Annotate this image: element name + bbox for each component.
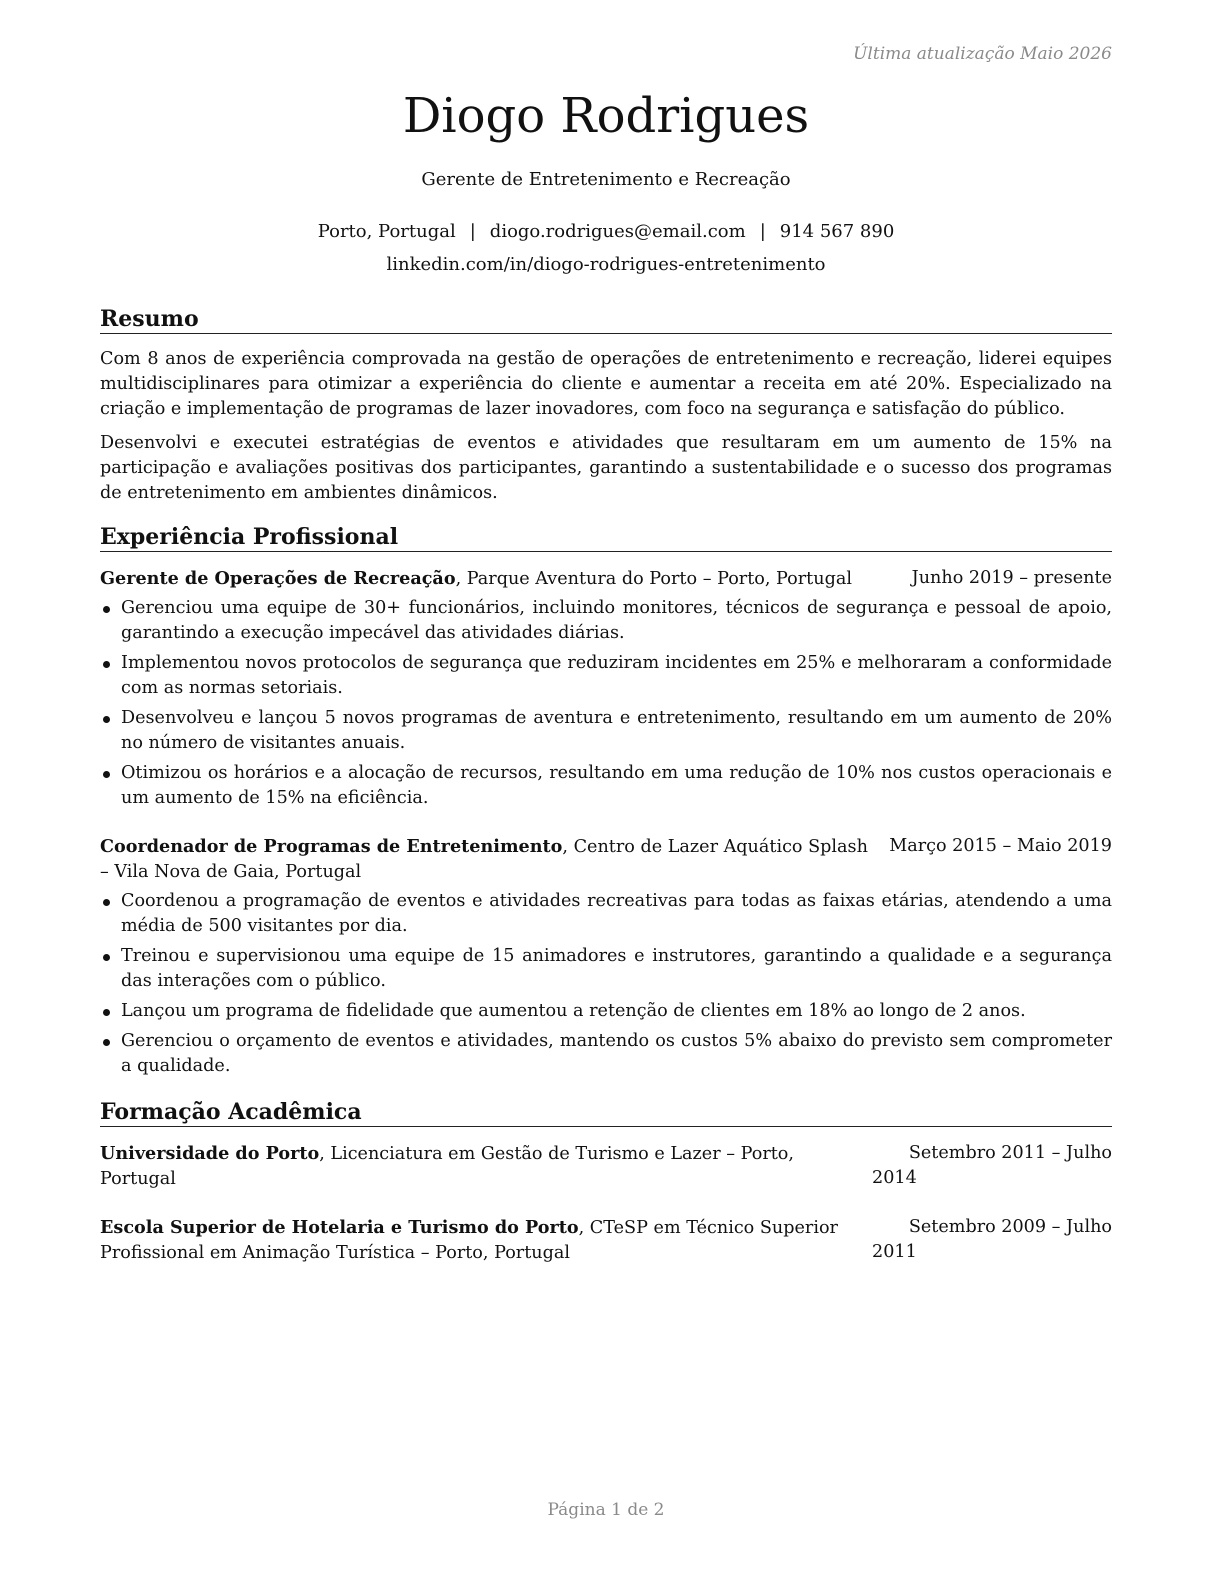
school-name: Universidade do Porto	[100, 1143, 320, 1164]
list-item: Coordenou a programação de eventos e atividades recreativas para todas as faixas etárias, atendendo a uma média de 500 visitantes por dia.	[100, 889, 1112, 939]
bullet-icon	[103, 716, 110, 723]
job-org: , Parque Aventura do Porto – Porto, Portugal	[455, 569, 852, 589]
summary-paragraph: Desenvolvi e executei estratégias de eventos e atividades que resultaram em um aumento de 15% na participação e avaliações positivas dos participantes, garantindo a sustentabilidade e o sucesso dos programas de entretenimento em ambientes dinâmicos.	[100, 433, 1112, 503]
email-link[interactable]: diogo.rodrigues@email.com	[489, 221, 746, 242]
degree: , Licenciatura em Gestão de Turismo e Lazer – Porto, Portugal	[100, 1144, 794, 1189]
job-role: Coordenador de Programas de Entretenimento	[100, 836, 563, 857]
bullet-icon	[103, 1039, 110, 1046]
contact-line	[100, 220, 1112, 244]
linkedin-link[interactable]: linkedin.com/in/diogo-rodrigues-entretenimento	[386, 254, 826, 275]
list-item: Lançou um programa de fidelidade que aumentou a retenção de clientes em 18% ao longo de 2 anos.	[100, 999, 1112, 1024]
location: Porto, Portugal	[317, 221, 456, 242]
job-role: Gerente de Operações de Recreação	[100, 568, 456, 589]
job-header	[100, 834, 1112, 885]
bullet-icon	[103, 661, 110, 668]
list-item: Gerenciou o orçamento de eventos e atividades, mantendo os custos 5% abaixo do previsto sem comprometer a qualidade.	[100, 1029, 1112, 1079]
phone: 914 567 890	[779, 221, 895, 242]
bullet-icon	[103, 606, 110, 613]
job-org: , Centro de Lazer Aquático Splash – Vila Nova de Gaia, Portugal	[100, 837, 868, 882]
bullet-icon	[103, 1009, 110, 1016]
resume-page	[100, 0, 1112, 1584]
degree: , CTeSP em Técnico Superior Profissional em Animação Turística – Porto, Portugal	[100, 1218, 838, 1263]
bullet-icon	[103, 899, 110, 906]
bullet-icon	[103, 954, 110, 961]
education-entry	[100, 1215, 1112, 1266]
candidate-title: Gerente de Entretenimento e Recreação	[421, 169, 791, 190]
last-updated: Última atualização Maio 2026	[853, 44, 1112, 64]
separator: |	[469, 221, 476, 242]
section-heading-experience: Experiência Profissional	[100, 523, 1112, 552]
school-name: Escola Superior de Hotelaria e Turismo do Porto	[100, 1217, 579, 1238]
bullet-icon	[103, 771, 110, 778]
education-dates: Setembro 2011 – Julho 2014	[872, 1143, 1112, 1188]
job-dates: Junho 2019 – presente	[911, 568, 1112, 588]
section-heading-education: Formação Acadêmica	[100, 1098, 1112, 1127]
list-item: Gerenciou uma equipe de 30+ funcionários, incluindo monitores, técnicos de segurança e pessoal de apoio, garantindo a execução impecável das atividades diárias.	[100, 596, 1112, 646]
list-item: Implementou novos protocolos de segurança que reduziram incidentes em 25% e melhoraram a conformidade com as normas setoriais.	[100, 651, 1112, 701]
candidate-name: Diogo Rodrigues	[402, 88, 810, 144]
list-item: Otimizou os horários e a alocação de recursos, resultando em uma redução de 10% nos custos operacionais e um aumento de 15% na eficiência.	[100, 761, 1112, 811]
education-entry	[100, 1141, 1112, 1192]
job-dates: Março 2015 – Maio 2019	[889, 836, 1112, 856]
job-bullets	[100, 889, 1112, 1084]
education-dates: Setembro 2009 – Julho 2011	[872, 1217, 1112, 1262]
job-header	[100, 566, 1112, 592]
list-item: Treinou e supervisionou uma equipe de 15 animadores e instrutores, garantindo a qualidade e a segurança das interações com o público.	[100, 944, 1112, 994]
separator: |	[759, 221, 766, 242]
list-item: Desenvolveu e lançou 5 novos programas de aventura e entretenimento, resultando em um aumento de 20% no número de visitantes anuais.	[100, 706, 1112, 756]
job-bullets	[100, 596, 1112, 816]
summary-paragraph: Com 8 anos de experiência comprovada na gestão de operações de entretenimento e recreação, liderei equipes multidisciplinares para otimizar a experiência do cliente e aumentar a receita em até 20%. Especializado na criação e implementação de programas de lazer inovadores, com foco na segurança e satisfação do público.	[100, 349, 1112, 419]
page-number: Página 1 de 2	[547, 1500, 665, 1520]
section-heading-summary: Resumo	[100, 305, 1112, 334]
